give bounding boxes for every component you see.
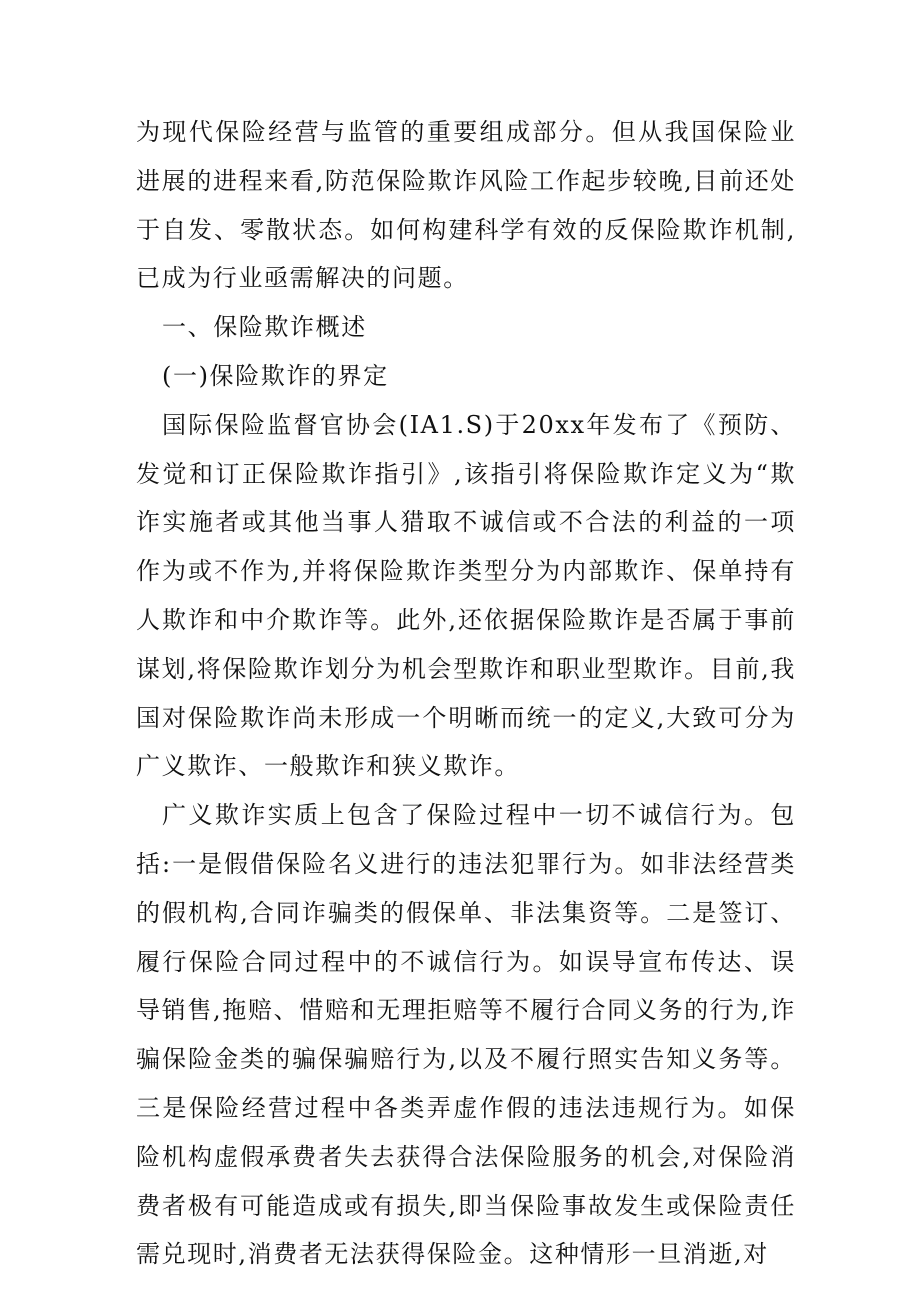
section-heading: 一、保险欺诈概述 bbox=[162, 313, 367, 342]
paragraph-broad-fraud: 广义欺诈实质上包含了保险过程中一切不诚信行为。包括:一是假借保险名义进行的违法犯罪行为。如非法经营类的假机构,合同诈骗类的假保单、非法集资等。二是签订、履行保险合同过程中的不诚信行为。如误导宣布传达、误导销售,拖赔、惜赔和无理拒赔等不履行合同义务的行为,诈骗保险金类的骗保骗赔行为,以及不履行照实告知义务等。三是保险经营过程中各类弄虚作假的违法违规行为。如保险机构虚假承费者失去获得合法保险服务的机会,对保险消费者极有可能造成或有损失,即当保险事故发生或保险责任需兑现时,消费者无法获得保险金。这种情形一旦消逝,对 bbox=[136, 801, 796, 1269]
paragraph-intro-continuation: 为现代保险经营与监管的重要组成部分。但从我国保险业进展的进程来看,防范保险欺诈风险工作起步较晚,目前还处于自发、零散状态。如何构建科学有效的反保险欺诈机制,已成为行业亟需解决的问题。 bbox=[136, 118, 796, 293]
document-body bbox=[136, 108, 796, 1279]
paragraph-definition: 国际保险监督官协会(IA1.S)于20xx年发布了《预防、发觉和订正保险欺诈指引》,该指引将保险欺诈定义为“欺诈实施者或其他当事人猎取不诚信或不合法的利益的一项作为或不作为,并将保险欺诈类型分为内部欺诈、保单持有人欺诈和中介欺诈等。此外,还依据保险欺诈是否属于事前谋划,将保险欺诈划分为机会型欺诈和职业型欺诈。目前,我国对保险欺诈尚未形成一个明晰而统一的定义,大致可分为广义欺诈、一般欺诈和狭义欺诈。 bbox=[136, 410, 796, 781]
subsection-heading: (一)保险欺诈的界定 bbox=[162, 361, 389, 390]
